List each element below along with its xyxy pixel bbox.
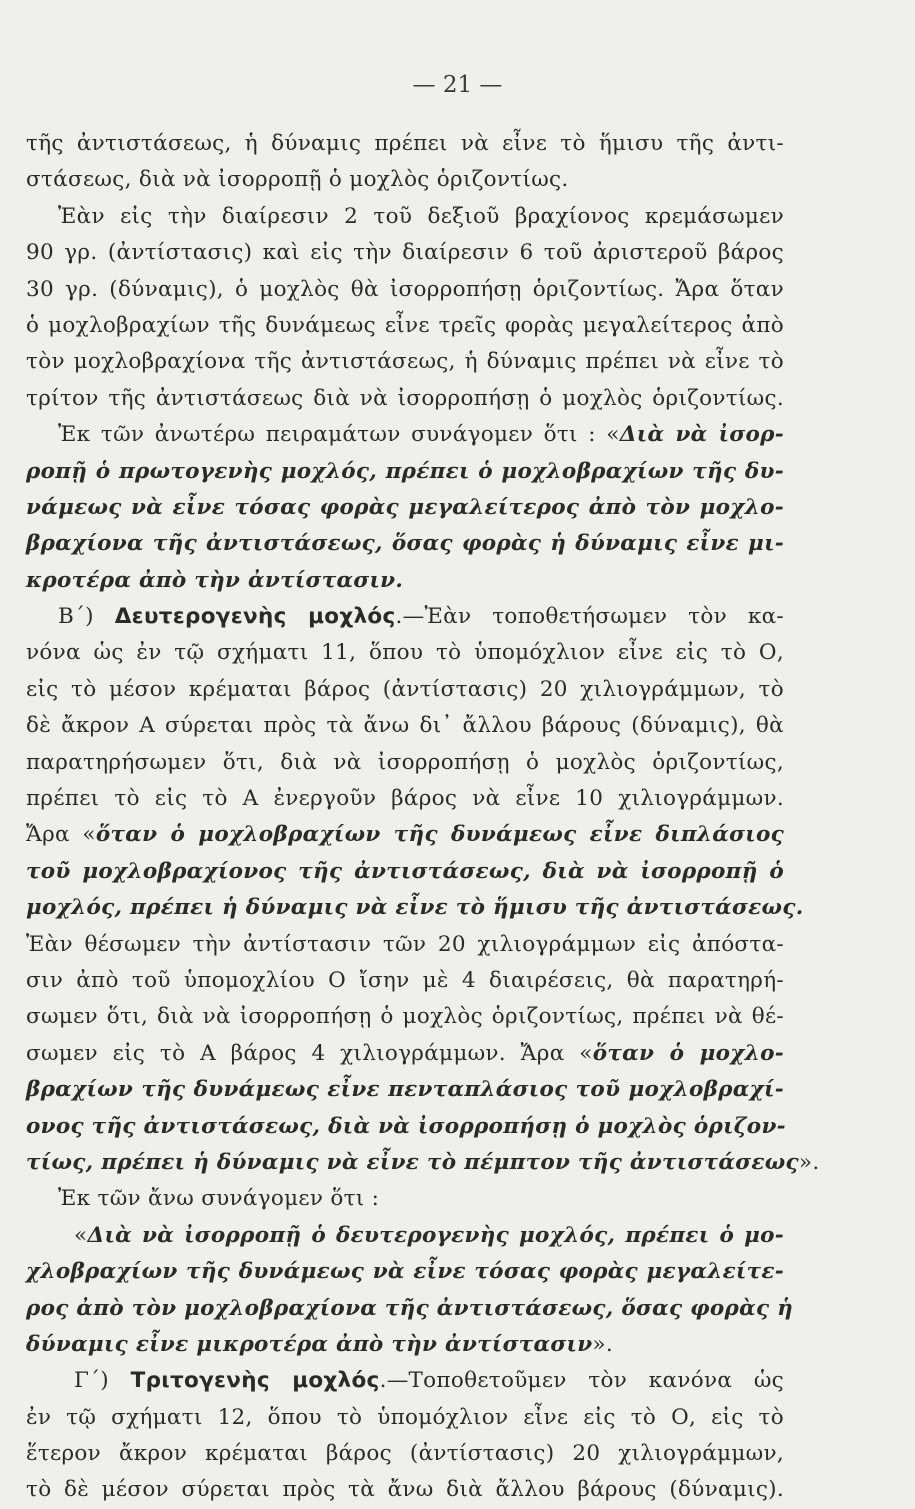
line-text: ». [798, 1149, 820, 1175]
line-text: τῆς ἀντιστάσεως, ἡ δύναμις πρέπει νὰ εἶνε τὸ ἥμισυ τῆς ἀντι- [26, 131, 784, 156]
line-text: Ἐκ τῶν ἄνω συνάγομεν ὅτι : [58, 1186, 380, 1212]
text-line [26, 781, 784, 817]
body-text [26, 126, 820, 1509]
line-text: Γ΄) [74, 1368, 131, 1394]
text-line [26, 1072, 784, 1108]
emphasis-text: μοχλός, πρέπει ἡ δύναμις νὰ εἶνε τὸ ἥμισυ τῆς ἀντιστάσεως. [26, 895, 804, 921]
line-text: σωμεν ὅτι, διὰ νὰ ἰσορροπήσῃ ὁ μοχλὸς ὁριζοντίως, πρέπει νὰ θέ- [26, 1004, 784, 1030]
text-line [26, 381, 784, 417]
line-text: τὸν μοχλοβραχίονα τῆς ἀντιστάσεως, ἡ δύναμις πρέπει νὰ εἶνε τὸ [26, 349, 784, 375]
text-line [26, 1218, 784, 1254]
emphasis-text: δύναμις εἶνε μικροτέρα ἀπὸ τὴν ἀντίστασιν [26, 1331, 593, 1357]
line-text: εἰς τὸ μέσον κρέμαται βάρος (ἀντίστασις) 20 χιλιογράμμων, τὸ [26, 676, 784, 702]
text-line [26, 635, 784, 671]
emphasis-text: ὅταν ὁ μοχλοβραχίων τῆς δυνάμεως εἶνε διπλάσιος [95, 822, 784, 848]
text-line [26, 1400, 784, 1436]
text-line [26, 235, 784, 271]
text-line [26, 1109, 784, 1145]
text-line [26, 963, 784, 999]
text-line [26, 199, 784, 235]
emphasis-text: χλοβραχίων τῆς δυνάμεως νὰ εἶνε τόσας φορὰς μεγαλείτε- [26, 1259, 784, 1285]
line-text: τὸ δὲ μέσον σύρεται πρὸς τὰ ἄνω διὰ ἄλλου βάρους (δύναμις). [26, 1477, 784, 1503]
emphasis-text: τίως, πρέπει ἡ δύναμις νὰ εἶνε τὸ πέμπτον τῆς ἀντιστάσεως [26, 1149, 799, 1175]
line-text: 90 γρ. (ἀντίστασις) καὶ εἰς τὴν διαίρεσιν 6 τοῦ ἀριστεροῦ βάρος [26, 240, 784, 266]
emphasis-text: ροπῇ ὁ πρωτογενὴς μοχλός, πρέπει ὁ μοχλοβραχίων τῆς δυ- [26, 458, 784, 484]
text-line [26, 417, 784, 453]
text-line [26, 526, 784, 562]
line-text: πρέπει τὸ εἰς τὸ Α ἐνεργοῦν βάρος νὰ εἶνε 10 χιλιογράμμων. [26, 786, 784, 812]
line-text: παρατηρήσωμεν ὅτι, διὰ νὰ ἰσορροπήσῃ ὁ μοχλὸς ὁριζοντίως, [26, 749, 784, 775]
line-text: σιν ἀπὸ τοῦ ὑπομοχλίου Ο ἴσην μὲ 4 διαιρέσεις, θὰ παρατηρή- [26, 967, 784, 993]
text-line [26, 1145, 820, 1181]
heading-text: Δευτερογενὴς μοχλός [114, 604, 396, 630]
emphasis-text: Διὰ νὰ ἰσορροπῇ ὁ δευτερογενὴς μοχλός, πρέπει ὁ μο- [87, 1222, 784, 1248]
text-line [26, 563, 784, 599]
text-line [26, 817, 784, 853]
emphasis-text: ὅταν ὁ μοχλο- [592, 1040, 784, 1066]
text-line [26, 490, 784, 526]
emphasis-text: ονος τῆς ἀντιστάσεως, διὰ νὰ ἰσορροπήσῃ ὁ μοχλὸς ὁριζον- [26, 1113, 786, 1139]
text-line [26, 1436, 784, 1472]
text-line [26, 854, 784, 890]
line-text: 30 γρ. (δύναμις), ὁ μοχλὸς θὰ ἰσορροπήσῃ ὁριζοντίως. Ἄρα ὅταν [26, 276, 784, 302]
text-line [26, 927, 784, 963]
heading-text: Τριτογενὴς μοχλός [130, 1368, 380, 1394]
line-text: ἕτερον ἄκρον κρέμαται βάρος (ἀντίστασις) 20 χιλιογράμμων, [26, 1441, 784, 1467]
text-line [26, 745, 784, 781]
text-line [26, 454, 784, 490]
text-line [26, 1181, 784, 1217]
line-text: Ἐὰν θέσωμεν τὴν ἀντίστασιν τῶν 20 χιλιογράμμων εἰς ἀπόστα- [26, 931, 784, 957]
text-line [26, 344, 784, 380]
text-line [26, 1327, 784, 1363]
line-text: νόνα ὡς ἐν τῷ σχήματι 11, ὅπου τὸ ὑπομόχλιον εἶνε εἰς τὸ Ο, [26, 640, 784, 666]
line-text: δὲ ἄκρον Α σύρεται πρὸς τὰ ἄνω δι᾿ ἄλλου βάρους (δύναμις), θὰ [26, 713, 784, 739]
line-text: ὁ μοχλοβραχίων τῆς δυνάμεως εἶνε τρεῖς φορὰς μεγαλείτερος ἀπὸ [26, 312, 784, 338]
text-line [26, 708, 784, 744]
line-text: « [74, 1222, 88, 1248]
text-line [26, 1291, 794, 1327]
line-text: τρίτον τῆς ἀντιστάσεως διὰ νὰ ἰσορροπήσῃ ὁ μοχλὸς ὁριζοντίως. [26, 385, 784, 411]
emphasis-text: βραχίονα τῆς ἀντιστάσεως, ὅσας φορὰς ἡ δύναμις εἶνε μι- [26, 531, 784, 557]
emphasis-text: βραχίων τῆς δυνάμεως εἶνε πενταπλάσιος τοῦ μοχλοβραχί- [26, 1077, 784, 1103]
line-text: Β΄) [58, 604, 115, 630]
text-line [26, 1254, 784, 1290]
text-line [26, 1036, 784, 1072]
line-text: Ἐὰν εἰς τὴν διαίρεσιν 2 τοῦ δεξιοῦ βραχίονος κρεμάσωμεν [58, 203, 784, 229]
line-text: .—Τοποθετοῦμεν τὸν κανόνα ὡς [379, 1368, 784, 1394]
emphasis-text: ρος ἀπὸ τὸν μοχλοβραχίονα τῆς ἀντιστάσεως, ὅσας φορὰς ἡ [26, 1295, 794, 1321]
emphasis-text: Διὰ νὰ ἰσορ- [619, 422, 784, 448]
text-line [26, 162, 784, 198]
text-line [26, 1472, 784, 1508]
line-text: ἐν τῷ σχήματι 12, ὅπου τὸ ὑπομόχλιον εἶνε εἰς τὸ Ο, εἰς τὸ [26, 1404, 784, 1430]
text-line [26, 272, 784, 308]
line-text: .—Ἐὰν τοποθετήσωμεν τὸν κα- [395, 604, 784, 630]
section-heading-c [26, 1363, 784, 1399]
line-text: ». [592, 1331, 614, 1357]
emphasis-text: κροτέρα ἀπὸ τὴν ἀντίστασιν. [26, 567, 404, 593]
emphasis-text: νάμεως νὰ εἶνε τόσας φορὰς μεγαλείτερος ἀπὸ τὸν μοχλο- [26, 494, 784, 520]
text-line [26, 890, 804, 926]
text-line [26, 999, 784, 1035]
text-line [26, 308, 784, 344]
text-line [26, 126, 784, 162]
line-text: στάσεως, διὰ νὰ ἰσορροπῇ ὁ μοχλὸς ὁριζοντίως. [26, 167, 569, 193]
line-text: σωμεν εἰς τὸ Α βάρος 4 χιλιογράμμων. Ἄρα « [26, 1040, 593, 1066]
section-heading-b [26, 599, 784, 635]
emphasis-text: τοῦ μοχλοβραχίονος τῆς ἀντιστάσεως, διὰ νὰ ἰσορροπῇ ὁ [26, 858, 784, 884]
line-text: Ἐκ τῶν ἀνωτέρω πειραμάτων συνάγομεν ὅτι : « [58, 422, 620, 448]
page-number: — 21 — [412, 72, 503, 98]
text-line [26, 672, 784, 708]
line-text: Ἄρα « [26, 822, 96, 848]
